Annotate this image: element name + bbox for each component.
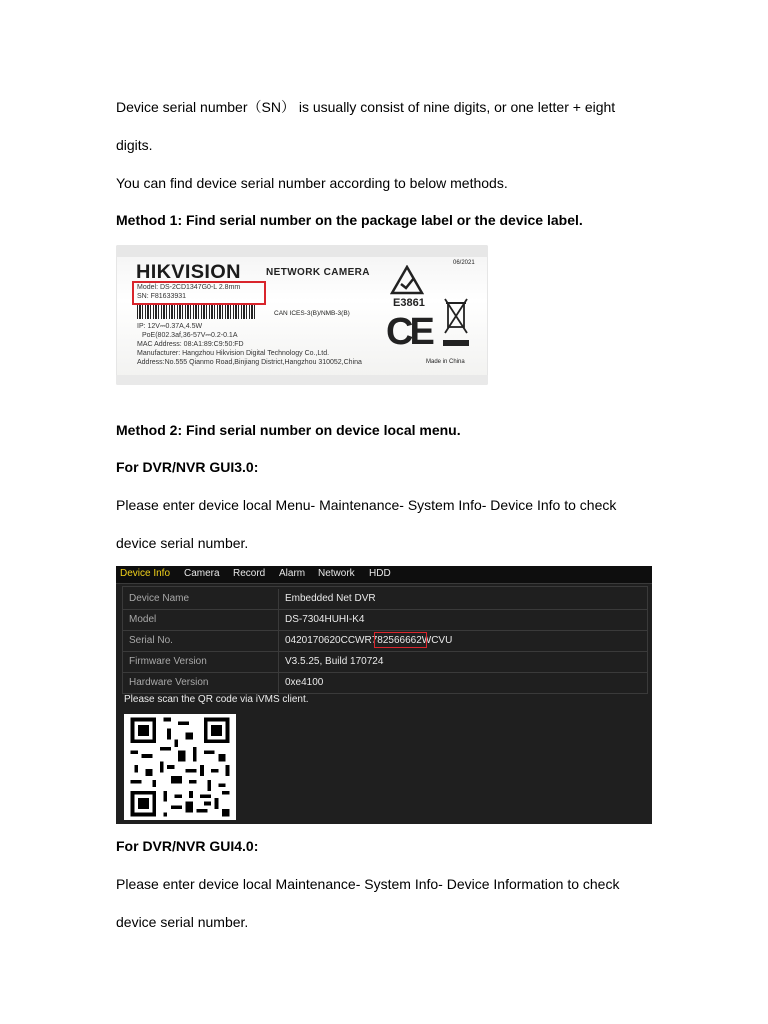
row-key: Model [129, 614, 157, 625]
row-key: Firmware Version [129, 656, 207, 667]
serial-highlight-box [132, 281, 266, 305]
label-poe: PoE(802.3af,36-57V⎓0.2-0.1A [142, 332, 238, 339]
row-value: V3.5.25, Build 170724 [285, 656, 384, 667]
table-row [123, 631, 647, 652]
tab-network[interactable]: Network [318, 568, 355, 579]
intro-line-2: digits. [116, 137, 153, 153]
label-power: IP: 12V⎓0.37A,4.5W [137, 323, 203, 330]
tab-hdd[interactable]: HDD [369, 568, 391, 579]
label-date: 06/2021 [453, 260, 475, 266]
weee-bin-icon [443, 295, 469, 337]
label-mac: MAC Address: 08:A1:89:C9:50:FD [137, 341, 244, 348]
serial-number-value: 0420170620CCWR782566662WCVU [285, 635, 453, 646]
dvr-device-info-screenshot [116, 566, 652, 824]
label-model: Model: DS-2CD1347G0-L 2.8mm [137, 284, 241, 291]
intro-line-3: You can find device serial number according to below methods. [116, 175, 508, 191]
table-row [123, 652, 647, 673]
method1-heading: Method 1: Find serial number on the package label or the device label. [116, 212, 583, 228]
label-made-in: Made in China [426, 359, 465, 365]
serial-highlight-box [374, 632, 427, 648]
intro-line-1: Device serial number（SN） is usually consist of nine digits, or one letter + eight [116, 99, 616, 115]
label-address: Address:No.555 Qianmo Road,Binjiang District,Hangzhou 310052,China [137, 359, 362, 366]
gui4-heading: For DVR/NVR GUI4.0: [116, 838, 259, 854]
tab-camera[interactable]: Camera [184, 568, 220, 579]
row-value: DS-7304HUHI-K4 [285, 614, 365, 625]
tab-alarm[interactable]: Alarm [279, 568, 306, 579]
row-key: Device Name [129, 593, 190, 604]
row-value: 0xe4100 [285, 677, 324, 688]
device-info-table [122, 586, 648, 694]
table-row [123, 673, 647, 693]
row-key: Serial No. [129, 635, 173, 646]
product-label-photo [116, 245, 488, 385]
table-row [123, 589, 647, 610]
gui4-instruction-2: device serial number. [116, 914, 249, 930]
rcm-icon [390, 265, 424, 295]
gui3-instruction-1: Please enter device local Menu- Maintenance- System Info- Device Info to check [116, 497, 617, 513]
label-serial-number: SN: F81633931 [137, 293, 187, 300]
ce-mark-icon: CE [386, 311, 431, 353]
method2-heading: Method 2: Find serial number on device local menu. [116, 422, 461, 438]
tab-device-info[interactable]: Device Info [120, 568, 171, 579]
weee-bar [443, 340, 469, 346]
label-product-type: NETWORK CAMERA [266, 267, 370, 278]
tab-record[interactable]: Record [233, 568, 266, 579]
label-cert-code: E3861 [393, 297, 425, 309]
brand-logo: HIKVISION [136, 262, 241, 283]
label-manufacturer: Manufacturer: Hangzhou Hikvision Digital Technology Co.,Ltd. [137, 350, 330, 357]
dvr-tab-bar [116, 566, 652, 584]
table-row [123, 610, 647, 631]
row-value: Embedded Net DVR [285, 593, 376, 604]
label-ices: CAN ICES-3(B)/NMB-3(B) [274, 310, 350, 317]
qr-note: Please scan the QR code via iVMS client. [124, 694, 309, 705]
gui3-instruction-2: device serial number. [116, 535, 249, 551]
gui4-instruction-1: Please enter device local Maintenance- System Info- Device Information to check [116, 876, 620, 892]
gui3-heading: For DVR/NVR GUI3.0: [116, 459, 259, 475]
barcode [137, 305, 255, 319]
row-key: Hardware Version [129, 677, 209, 688]
qr-code [124, 714, 236, 820]
